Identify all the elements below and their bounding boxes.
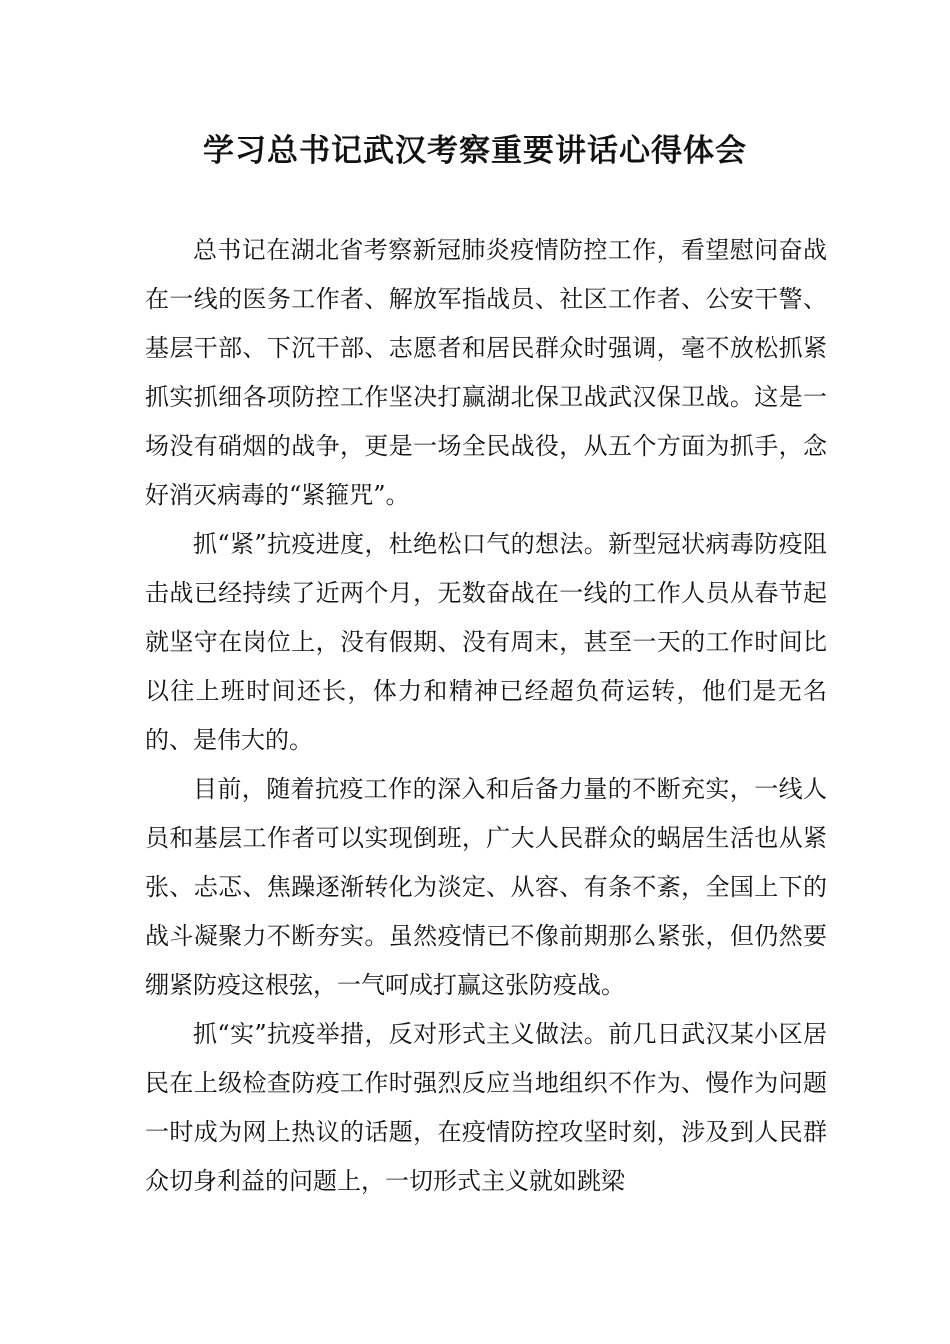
paragraph: 抓“紧”抗疫进度，杜绝松口气的想法。新型冠状病毒防疫阻击战已经持续了近两个月，无数奋战在一线的工作人员从春节起就坚守在岗位上，没有假期、没有周末，甚至一天的工作时间比以往上班时间还长，体力和精神已经超负荷运转，他们是无名的、是伟大的。 — [145, 530, 827, 754]
paragraph: 目前，随着抗疫工作的深入和后备力量的不断充实，一线人员和基层工作者可以实现倒班，广大人民群众的蜗居生活也从紧张、忐忑、焦躁逐渐转化为淡定、从容、有条不紊，全国上下的战斗凝聚力不断夯实。虽然疫情已不像前期那么紧张，但仍然要绷紧防疫这根弦，一气呵成打赢这张防疫战。 — [145, 775, 827, 999]
paragraph: 总书记在湖北省考察新冠肺炎疫情防控工作，看望慰问奋战在一线的医务工作者、解放军指战员、社区工作者、公安干警、基层干部、下沉干部、志愿者和居民群众时强调，毫不放松抓紧抓实抓细各项防控工作坚决打赢湖北保卫战武汉保卫战。这是一场没有硝烟的战争，更是一场全民战役，从五个方面为抓手，念好消灭病毒的“紧箍咒”。 — [145, 236, 827, 509]
document-title: 学习总书记武汉考察重要讲话心得体会 — [203, 133, 747, 169]
document-body — [145, 226, 827, 1206]
paragraph: 抓“实”抗疫举措，反对形式主义做法。前几日武汉某小区居民在上级检查防疫工作时强烈反应当地组织不作为、慢作为问题一时成为网上热议的话题，在疫情防控攻坚时刻，涉及到人民群众切身利益的问题上，一切形式主义就如跳梁 — [145, 1020, 827, 1195]
